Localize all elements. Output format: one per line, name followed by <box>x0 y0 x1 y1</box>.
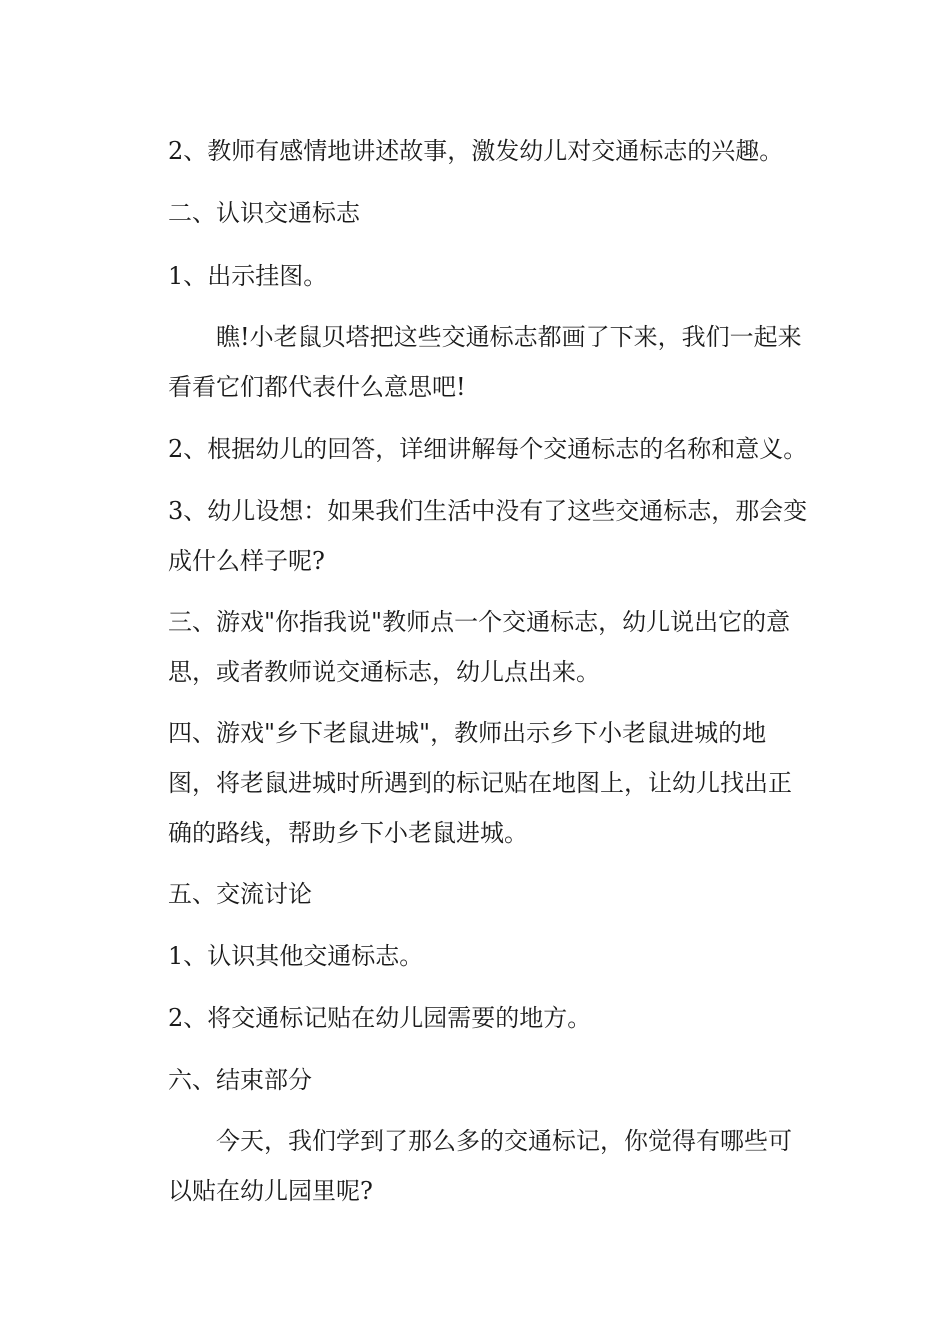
paragraph-paste-signs: 2、将交通标记贴在幼儿园需要的地方。 <box>168 1004 592 1032</box>
paragraph-show-chart: 1、出示挂图。 <box>168 262 328 290</box>
paragraph-other-signs: 1、认识其他交通标志。 <box>168 942 424 970</box>
paragraph-story-interest: 2、教师有感情地讲述故事，激发幼儿对交通标志的兴趣。 <box>168 137 784 165</box>
heading-recognize-signs: 二、认识交通标志 <box>168 199 360 227</box>
paragraph-explain-signs: 2、根据幼儿的回答，详细讲解每个交通标志的名称和意义。 <box>168 435 808 463</box>
paragraph-mouse-drawing: 瞧!小老鼠贝塔把这些交通标志都画了下来，我们一起来看看它们都代表什么意思吧! <box>168 323 802 401</box>
heading-ending: 六、结束部分 <box>168 1066 312 1094</box>
paragraph-imagine: 3、幼儿设想：如果我们生活中没有了这些交通标志，那会变成什么样子呢? <box>168 497 808 575</box>
paragraph-game-mouse-city: 四、游戏"乡下老鼠进城"，教师出示乡下小老鼠进城的地图，将老鼠进城时所遇到的标记贴在地图上，让幼儿找出正确的路线，帮助乡下小老鼠进城。 <box>168 719 792 847</box>
paragraph-game-point-say: 三、游戏"你指我说"教师点一个交通标志，幼儿说出它的意思，或者教师说交通标志，幼儿点出来。 <box>168 608 791 686</box>
heading-discussion: 五、交流讨论 <box>168 880 312 908</box>
paragraph-closing-question: 今天，我们学到了那么多的交通标记，你觉得有哪些可以贴在幼儿园里呢? <box>168 1127 792 1205</box>
